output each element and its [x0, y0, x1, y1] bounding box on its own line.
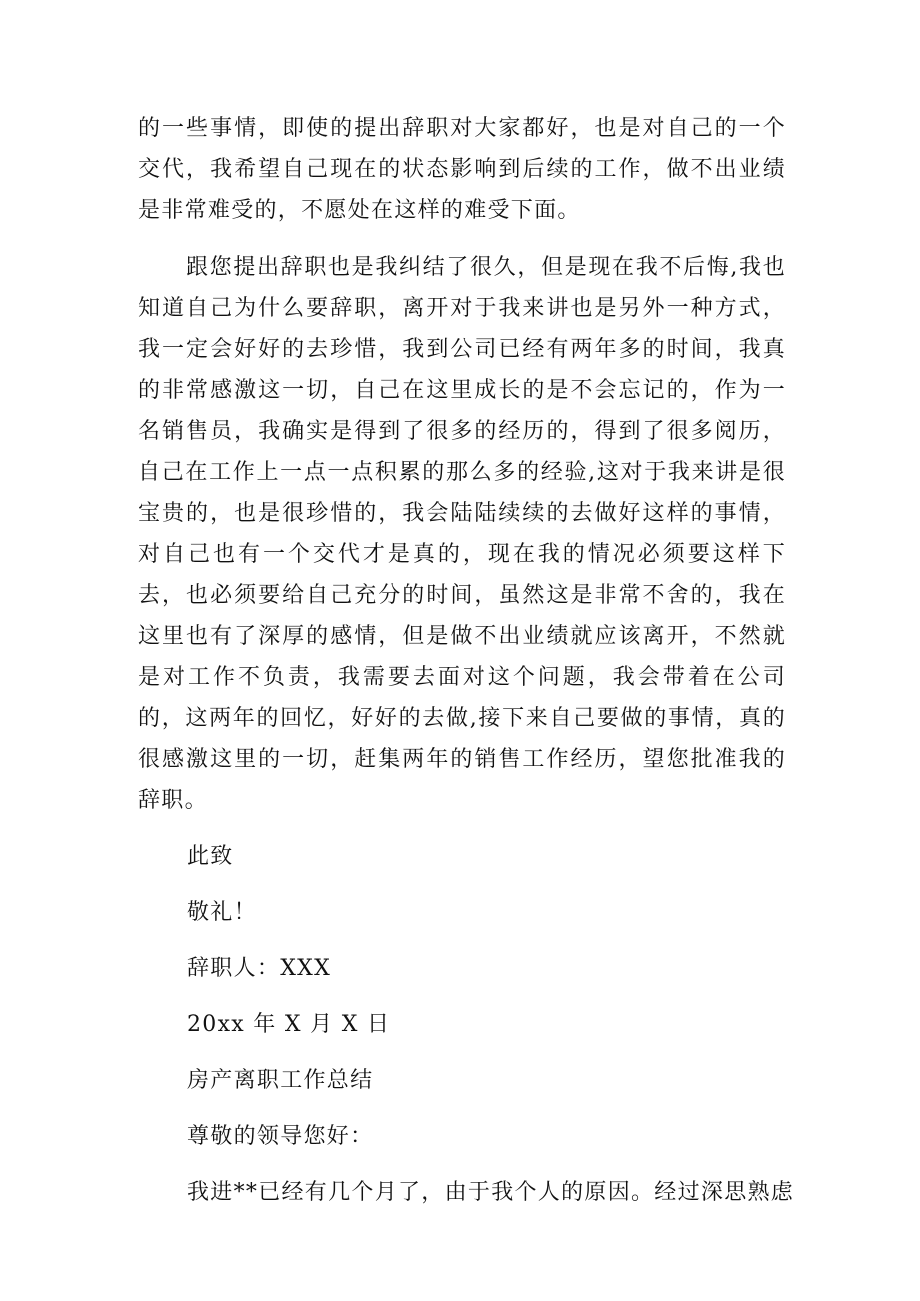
paragraph-resignation-body: 跟您提出辞职也是我纠结了很久，但是现在我不后悔,我也知道自己为什么要辞职，离开对于我来讲也是另外一种方式，我一定会好好的去珍惜，我到公司已经有两年多的时间，我真的非常感激这一切，自己在这里成长的是不会忘记的，作为一名销售员，我确实是得到了很多的经历的，得到了很多阅历，自己在工作上一点一点积累的那么多的经验,这对于我来讲是很宝贵的，也是很珍惜的，我会陆陆续续的去做好这样的事情，对自己也有一个交代才是真的，现在我的情况必须要这样下去，也必须要给自己充分的时间，虽然这是非常不舍的，我在这里也有了深厚的感情，但是做不出业绩就应该离开，不然就是对工作不负责，我需要去面对这个问题，我会带着在公司的，这两年的回忆，好好的去做,接下来自己要做的事情，真的很感激这里的一切，赶集两年的销售工作经历，望您批准我的辞职。 [138, 255, 786, 813]
paragraph-continuation: 的一些事情，即使的提出辞职对大家都好，也是对自己的一个交代，我希望自己现在的状态影响到后续的工作，做不出业绩是非常难受的，不愿处在这样的难受下面。 [138, 116, 786, 223]
date-line: 20xx 年 X 月 X 日 [187, 1012, 391, 1037]
section-title: 房产离职工作总结 [187, 1068, 374, 1093]
closing-salutation: 此致 [187, 844, 234, 869]
document-body [138, 108, 795, 1213]
greeting-line: 尊敬的领导您好： [187, 1124, 374, 1149]
signature-line: 辞职人：XXX [187, 956, 332, 981]
closing-regards: 敬礼！ [187, 900, 257, 925]
paragraph-next-start: 我进**已经有几个月了，由于我个人的原因。经过深思熟虑 [187, 1180, 795, 1205]
